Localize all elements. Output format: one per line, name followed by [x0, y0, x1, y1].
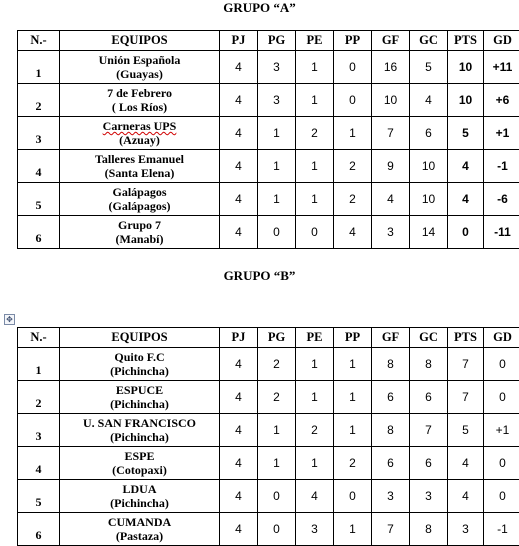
- pts-cell: 4: [448, 480, 484, 513]
- gd-cell: +11: [484, 51, 519, 84]
- position-cell: 3: [18, 117, 60, 150]
- position-cell: 5: [18, 183, 60, 216]
- gf-cell: 8: [372, 348, 410, 381]
- team-location: ( Los Ríos): [60, 100, 219, 114]
- group-b-table: [17, 327, 519, 546]
- team-cell: [60, 480, 220, 513]
- team-name: Galápagos: [60, 185, 219, 199]
- gf-cell: 3: [372, 216, 410, 249]
- team-name: CUMANDA: [60, 515, 219, 529]
- position-cell: 1: [18, 348, 60, 381]
- gf-cell: 8: [372, 414, 410, 447]
- gc-cell: 3: [410, 480, 448, 513]
- gf-cell: 3: [372, 480, 410, 513]
- four-arrows-move-icon[interactable]: ✥: [4, 314, 15, 325]
- gc-cell: 10: [410, 150, 448, 183]
- table-row: [18, 348, 519, 381]
- gc-cell: 10: [410, 183, 448, 216]
- position-cell: 2: [18, 381, 60, 414]
- pj-cell: 4: [220, 447, 258, 480]
- pj-cell: 4: [220, 51, 258, 84]
- pg-cell: 1: [258, 414, 296, 447]
- table-row: [18, 447, 519, 480]
- table-row: [18, 150, 519, 183]
- gd-cell: 0: [484, 348, 519, 381]
- pg-cell: 1: [258, 117, 296, 150]
- gf-cell: 6: [372, 381, 410, 414]
- pp-cell: 1: [334, 414, 372, 447]
- header-pos: N.-: [18, 328, 60, 348]
- pe-cell: 0: [296, 216, 334, 249]
- header-pg: PG: [258, 328, 296, 348]
- team-name: Unión Española: [60, 53, 219, 67]
- gd-cell: -1: [484, 513, 519, 546]
- team-cell: [60, 216, 220, 249]
- group-a-title: GRUPO “A”: [0, 0, 519, 16]
- table-row: [18, 513, 519, 546]
- pts-cell: 7: [448, 381, 484, 414]
- gd-cell: +6: [484, 84, 519, 117]
- gd-cell: +1: [484, 117, 519, 150]
- pts-cell: 10: [448, 51, 484, 84]
- pp-cell: 1: [334, 117, 372, 150]
- pg-cell: 1: [258, 447, 296, 480]
- team-location: (Guayas): [60, 67, 219, 81]
- pp-cell: 4: [334, 216, 372, 249]
- pe-cell: 2: [296, 414, 334, 447]
- team-name: LDUA: [60, 482, 219, 496]
- pg-cell: 3: [258, 51, 296, 84]
- pe-cell: 1: [296, 183, 334, 216]
- gc-cell: 5: [410, 51, 448, 84]
- team-cell: [60, 183, 220, 216]
- gd-cell: -6: [484, 183, 519, 216]
- team-name: ESPE: [60, 449, 219, 463]
- gf-cell: 4: [372, 183, 410, 216]
- pp-cell: 1: [334, 381, 372, 414]
- pe-cell: 1: [296, 381, 334, 414]
- team-location: (Pastaza): [60, 529, 219, 543]
- header-row: [18, 328, 519, 348]
- gd-cell: 0: [484, 447, 519, 480]
- header-pp: PP: [334, 328, 372, 348]
- gd-cell: +1: [484, 414, 519, 447]
- pe-cell: 2: [296, 117, 334, 150]
- pp-cell: 0: [334, 84, 372, 117]
- pp-cell: 1: [334, 513, 372, 546]
- pj-cell: 4: [220, 414, 258, 447]
- team-cell: [60, 447, 220, 480]
- pj-cell: 4: [220, 183, 258, 216]
- header-pts: PTS: [448, 328, 484, 348]
- pj-cell: 4: [220, 117, 258, 150]
- position-cell: 4: [18, 447, 60, 480]
- pg-cell: 1: [258, 150, 296, 183]
- pe-cell: 4: [296, 480, 334, 513]
- header-pts: PTS: [448, 31, 484, 51]
- pp-cell: 2: [334, 150, 372, 183]
- position-cell: 1: [18, 51, 60, 84]
- team-location: (Pichincha): [60, 397, 219, 411]
- pe-cell: 1: [296, 150, 334, 183]
- gc-cell: 6: [410, 117, 448, 150]
- team-name: Talleres Emanuel: [60, 152, 219, 166]
- header-equipos: EQUIPOS: [60, 328, 220, 348]
- team-cell: [60, 51, 220, 84]
- position-cell: 3: [18, 414, 60, 447]
- pj-cell: 4: [220, 84, 258, 117]
- position-cell: 5: [18, 480, 60, 513]
- team-location: (Pichincha): [60, 496, 219, 510]
- header-pj: PJ: [220, 31, 258, 51]
- team-name: Grupo 7: [60, 218, 219, 232]
- team-cell: [60, 348, 220, 381]
- position-cell: 6: [18, 216, 60, 249]
- team-location: (Azuay): [60, 133, 219, 147]
- position-cell: 4: [18, 150, 60, 183]
- gd-cell: -1: [484, 150, 519, 183]
- team-name: 7 de Febrero: [60, 86, 219, 100]
- pp-cell: 2: [334, 447, 372, 480]
- header-gc: GC: [410, 31, 448, 51]
- pts-cell: 7: [448, 348, 484, 381]
- table-row: [18, 480, 519, 513]
- table-row: [18, 381, 519, 414]
- table-row: [18, 51, 519, 84]
- gf-cell: 7: [372, 117, 410, 150]
- pg-cell: 2: [258, 348, 296, 381]
- header-row: [18, 31, 519, 51]
- group-b-title: GRUPO “B”: [0, 268, 519, 284]
- header-gd: GD: [484, 31, 519, 51]
- pe-cell: 1: [296, 447, 334, 480]
- header-gf: GF: [372, 31, 410, 51]
- team-cell: [60, 117, 220, 150]
- header-pe: PE: [296, 328, 334, 348]
- table-row: [18, 216, 519, 249]
- team-cell: [60, 150, 220, 183]
- pe-cell: 1: [296, 84, 334, 117]
- team-cell: [60, 414, 220, 447]
- team-cell: [60, 513, 220, 546]
- pg-cell: 2: [258, 381, 296, 414]
- gc-cell: 6: [410, 381, 448, 414]
- pp-cell: 1: [334, 348, 372, 381]
- pts-cell: 4: [448, 183, 484, 216]
- table-row: [18, 183, 519, 216]
- pp-cell: 2: [334, 183, 372, 216]
- pg-cell: 0: [258, 513, 296, 546]
- header-pj: PJ: [220, 328, 258, 348]
- pts-cell: 3: [448, 513, 484, 546]
- pj-cell: 4: [220, 348, 258, 381]
- team-cell: [60, 381, 220, 414]
- team-location: (Cotopaxi): [60, 463, 219, 477]
- team-location: (Manabí): [60, 232, 219, 246]
- pg-cell: 0: [258, 216, 296, 249]
- position-cell: 2: [18, 84, 60, 117]
- header-gd: GD: [484, 328, 519, 348]
- pp-cell: 0: [334, 480, 372, 513]
- gc-cell: 6: [410, 447, 448, 480]
- pj-cell: 4: [220, 216, 258, 249]
- pj-cell: 4: [220, 513, 258, 546]
- gc-cell: 8: [410, 513, 448, 546]
- team-name: U. SAN FRANCISCO: [60, 416, 219, 430]
- header-pg: PG: [258, 31, 296, 51]
- gf-cell: 10: [372, 84, 410, 117]
- pg-cell: 0: [258, 480, 296, 513]
- position-cell: 6: [18, 513, 60, 546]
- header-equipos: EQUIPOS: [60, 31, 220, 51]
- pts-cell: 5: [448, 117, 484, 150]
- team-name: Carneras UPS: [60, 119, 219, 133]
- pts-cell: 10: [448, 84, 484, 117]
- table-row: [18, 414, 519, 447]
- gf-cell: 6: [372, 447, 410, 480]
- pe-cell: 3: [296, 513, 334, 546]
- gf-cell: 9: [372, 150, 410, 183]
- pe-cell: 1: [296, 51, 334, 84]
- gc-cell: 7: [410, 414, 448, 447]
- header-pe: PE: [296, 31, 334, 51]
- pts-cell: 0: [448, 216, 484, 249]
- pts-cell: 5: [448, 414, 484, 447]
- group-a-table: [17, 30, 519, 249]
- header-gf: GF: [372, 328, 410, 348]
- table-row: [18, 84, 519, 117]
- pj-cell: 4: [220, 381, 258, 414]
- team-name: ESPUCE: [60, 383, 219, 397]
- gd-cell: 0: [484, 480, 519, 513]
- gf-cell: 7: [372, 513, 410, 546]
- team-location: (Pichincha): [60, 430, 219, 444]
- team-cell: [60, 84, 220, 117]
- pe-cell: 1: [296, 348, 334, 381]
- pg-cell: 3: [258, 84, 296, 117]
- pj-cell: 4: [220, 480, 258, 513]
- gc-cell: 14: [410, 216, 448, 249]
- gc-cell: 4: [410, 84, 448, 117]
- team-location: (Pichincha): [60, 364, 219, 378]
- team-name: Quito F.C: [60, 350, 219, 364]
- pp-cell: 0: [334, 51, 372, 84]
- pts-cell: 4: [448, 150, 484, 183]
- header-pos: N.-: [18, 31, 60, 51]
- header-gc: GC: [410, 328, 448, 348]
- table-row: [18, 117, 519, 150]
- gd-cell: -11: [484, 216, 519, 249]
- pg-cell: 1: [258, 183, 296, 216]
- gc-cell: 8: [410, 348, 448, 381]
- header-pp: PP: [334, 31, 372, 51]
- pts-cell: 4: [448, 447, 484, 480]
- gd-cell: 0: [484, 381, 519, 414]
- pj-cell: 4: [220, 150, 258, 183]
- team-location: (Santa Elena): [60, 166, 219, 180]
- gf-cell: 16: [372, 51, 410, 84]
- team-location: (Galápagos): [60, 199, 219, 213]
